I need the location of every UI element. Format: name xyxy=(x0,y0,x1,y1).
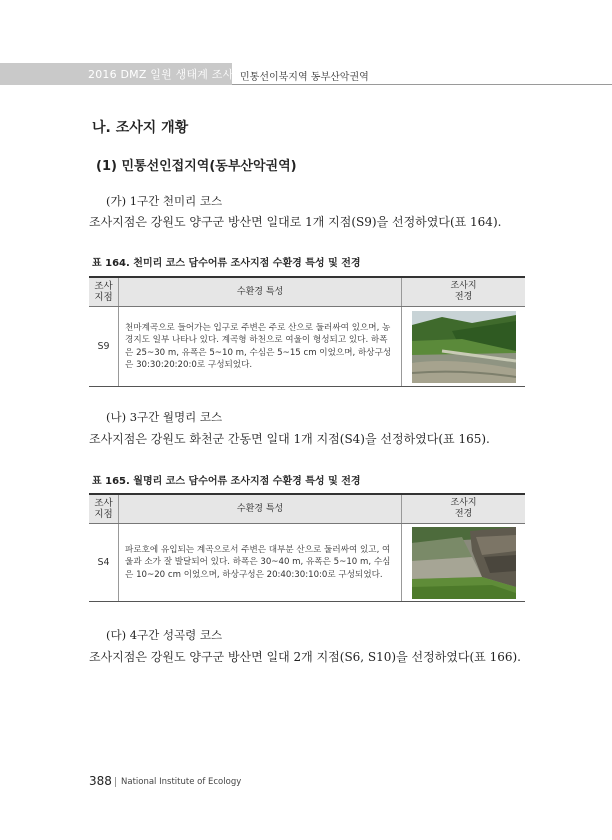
course-paragraph-3: 조사지점은 강원도 양구군 방산면 일대 2개 지점(S6, S10)을 선정하였다(표 166). xyxy=(89,650,521,664)
header-site: 조사 지점 xyxy=(89,277,119,307)
header-env: 수환경 특성 xyxy=(119,277,402,307)
header-site: 조사 지점 xyxy=(89,494,119,524)
header-env: 수환경 특성 xyxy=(119,494,402,524)
header-photo: 조사지 전경 xyxy=(402,494,525,524)
table-165 xyxy=(89,493,525,602)
table-row xyxy=(89,307,525,387)
photo-cell xyxy=(402,524,525,602)
running-header xyxy=(0,63,612,85)
course-heading-1: (가) 1구간 천미리 코스 xyxy=(106,194,223,208)
course-heading-3: (다) 4구간 성곡령 코스 xyxy=(106,628,223,642)
footer-organization: National Institute of Ecology xyxy=(121,777,242,787)
site-code: S9 xyxy=(89,307,119,387)
header-region-title: 민통선이북지역 동부산악권역 xyxy=(240,72,369,83)
site-photo-s9 xyxy=(412,311,516,383)
course-paragraph-1: 조사지점은 강원도 양구군 방산면 일대로 1개 지점(S9)을 선정하였다(표 164). xyxy=(89,215,502,229)
table-row xyxy=(89,524,525,602)
table-164 xyxy=(89,276,525,387)
site-description: 파로호에 유입되는 계곡으로서 주변은 대부분 산으로 둘러싸여 있고, 여울과 소가 잘 발달되어 있다. 하폭은 30~40 m, 유폭은 5~10 m, 수심은 10~20 cm 이었으며, 하상구성은 20:40:30:10:0로 구성되었다. xyxy=(119,524,402,602)
course-heading-2: (나) 3구간 월명리 코스 xyxy=(106,410,223,424)
photo-cell xyxy=(402,307,525,387)
table-caption-164: 표 164. 천미리 코스 담수어류 조사지점 수환경 특성 및 전경 xyxy=(92,258,361,269)
site-description: 천마계곡으로 들어가는 입구로 주변은 주로 산으로 둘러싸여 있으며, 농경지도 일부 나타나 있다. 계곡형 하천으로 여울이 형성되고 있다. 하폭은 25~30 m, 유폭은 5~10 m, 수심은 5~15 cm 이었으며, 하상구성은 30:30:20:20:0로 구성되었다. xyxy=(119,307,402,387)
site-photo-s4 xyxy=(412,527,516,599)
table-caption-165: 표 165. 월명리 코스 담수어류 조사지점 수환경 특성 및 전경 xyxy=(92,476,361,487)
header-report-title: 2016 DMZ 일원 생태계 조사 xyxy=(88,68,234,81)
section-title: 나. 조사지 개황 xyxy=(92,120,189,136)
header-rule xyxy=(232,84,612,85)
course-paragraph-2: 조사지점은 강원도 화천군 간동면 일대 1개 지점(S4)을 선정하였다(표 165). xyxy=(89,432,490,446)
subsection-title: (1) 민통선인접지역(동부산악권역) xyxy=(96,159,297,174)
page-number: 388 xyxy=(89,774,112,788)
table-header-row xyxy=(89,494,525,524)
table-header-row xyxy=(89,277,525,307)
site-code: S4 xyxy=(89,524,119,602)
footer-divider xyxy=(115,777,116,787)
header-photo: 조사지 전경 xyxy=(402,277,525,307)
